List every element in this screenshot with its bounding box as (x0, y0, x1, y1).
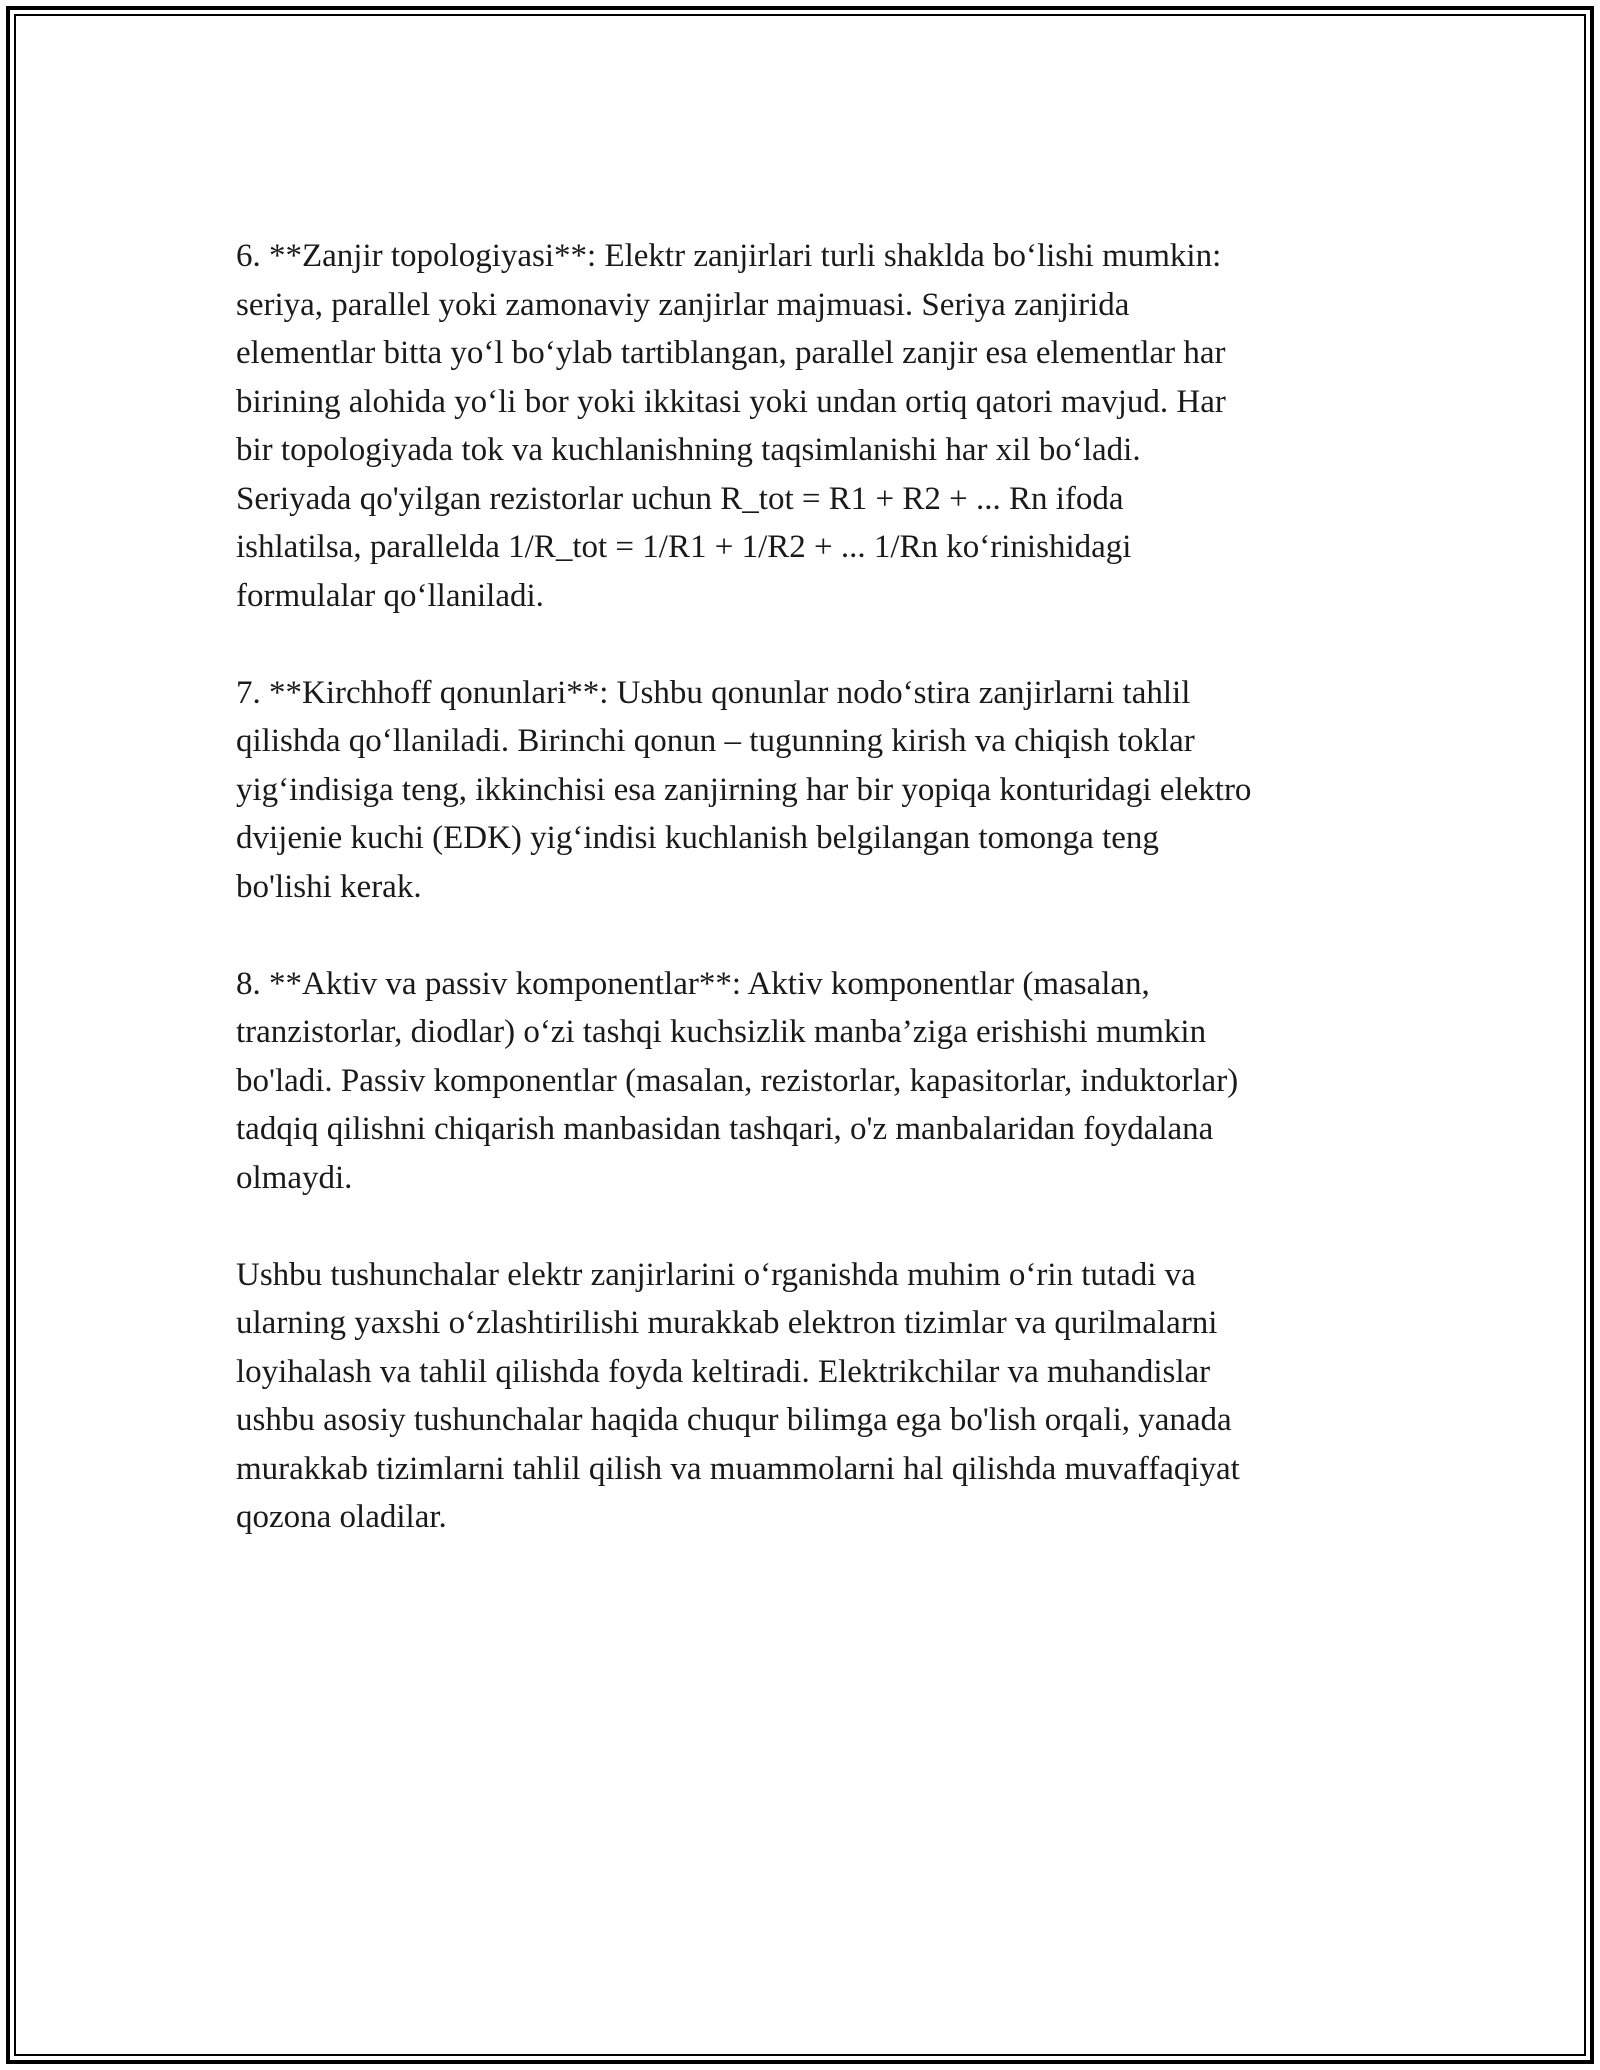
paragraph-kirchhoff-qonunlari: 7. **Kirchhoff qonunlari**: Ushbu qonunlar nodo‘stira zanjirlarni tahlil qilishda qo‘llaniladi. Birinchi qonun – tugunning kirish va chiqish toklar yig‘indisiga teng, ikkinchisi esa zanjirning har bir yopiqa konturidagi elektro dvijenie kuchi (EDK) yig‘indisi kuchlanish belgilangan tomonga teng bo'lishi kerak. (236, 674, 1252, 905)
document-body (236, 232, 1376, 1542)
paragraph-xulosa: Ushbu tushunchalar elektr zanjirlarini o‘rganishda muhim o‘rin tutadi va ularning yaxshi o‘zlashtirilishi murakkab elektron tizimlar va qurilmalarni loyihalash va tahlil qilishda foyda keltiradi. Elektrikchilar va muhandislar ushbu asosiy tushunchalar haqida chuqur bilimga ega bo'lish orqali, yanada murakkab tizimlarni tahlil qilish va muammolarni hal qilishda muvaffaqiyat qozona oladilar. (236, 1256, 1240, 1535)
paragraph-zanjir-topologiyasi: 6. **Zanjir topologiyasi**: Elektr zanjirlari turli shaklda bo‘lishi mumkin: seriya, parallel yoki zamonaviy zanjirlar majmuasi. Seriya zanjirida elementlar bitta yo‘l bo‘ylab tartiblangan, parallel zanjir esa elementlar har birining alohida yo‘li bor yoki ikkitasi yoki undan ortiq qatori mavjud. Har bir topologiyada tok va kuchlanishning taqsimlanishi har xil bo‘ladi. Seriyada qo'yilgan rezistorlar uchun R_tot = R1 + R2 + ... Rn ifoda ishlatilsa, parallelda 1/R_tot = 1/R1 + 1/R2 + ... 1/Rn ko‘rinishidagi formulalar qo‘llaniladi. (236, 238, 1226, 614)
paragraph-aktiv-passiv-komponentlar: 8. **Aktiv va passiv komponentlar**: Aktiv komponentlar (masalan, tranzistorlar, diodlar) o‘zi tashqi kuchsizlik manba’ziga erishishi mumkin bo'ladi. Passiv komponentlar (masalan, rezistorlar, kapasitorlar, induktorlar) tadqiq qilishni chiqarish manbasidan tashqari, o'z manbalaridan foydalana olmaydi. (236, 965, 1239, 1196)
